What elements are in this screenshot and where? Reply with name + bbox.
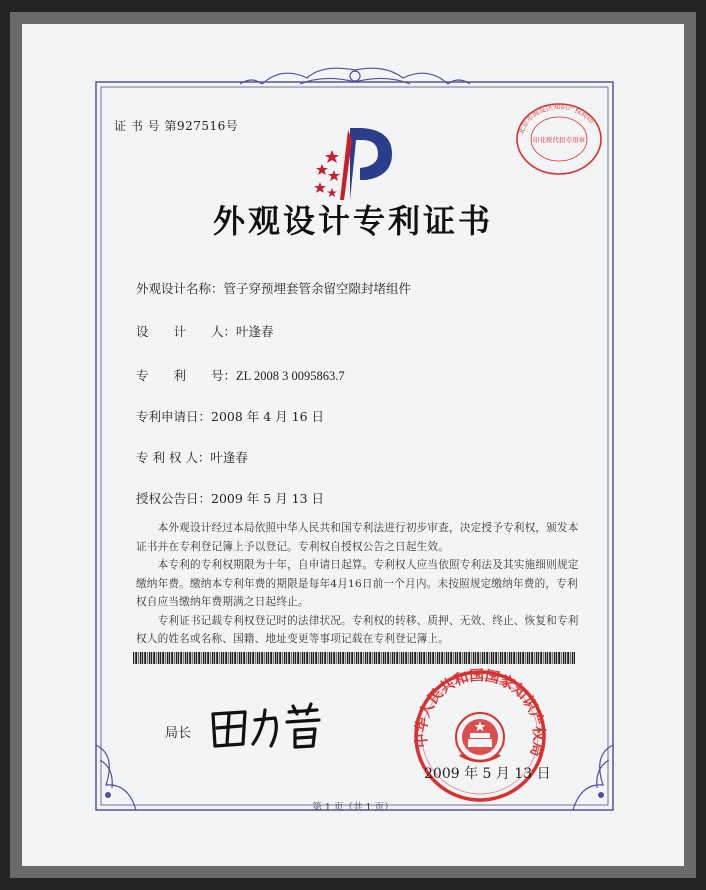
field-patentee [136,448,248,466]
tax-stamp [513,100,605,178]
field-application-date [136,407,324,425]
page-footer: 第 1 页（共 1 页） [312,802,394,813]
field-designer [136,322,274,340]
field-value: 2009 年 5 月 13 日 [211,491,325,506]
tax-stamp-center-text: 印花税代扣专用章 [533,136,585,144]
field-label: 外观设计名称： [136,281,224,296]
paragraph-grant: 本外观设计经过本局依照中华人民共和国专利法进行初步审查，决定授予专利权，颁发本证书并在专利登记簿上予以登记。专利权自授权公告之日起生效。 [136,522,579,553]
field-label: 设 计 人： [136,324,237,339]
director-signature [205,700,330,752]
paragraph-term: 本专利的专利权期限为十年，自申请日起算。专利权人应当依照专利法及其实施细则规定缴纳年费。缴纳本专利年费的期限是每年4月16日前一个月内。未按照规定缴纳年费的，专利权自应当缴纳年费期满之日起终止。 [136,559,579,608]
field-announcement-date [136,489,324,507]
field-design-name [136,279,411,297]
national-emblem [456,713,504,761]
barcode [133,652,575,664]
field-value: 叶逢春 [236,324,274,339]
field-label: 授权公告日： [136,491,212,506]
field-label: 专 利 权 人： [136,450,211,465]
official-seal [410,667,550,805]
paragraph-legal-status: 专利证书记载专利权登记时的法律状况。专利权的转移、质押、无效、终止、恢复和专利权人的姓名或名称、国籍、地址变更等事项记载在专利登记簿上。 [136,614,579,645]
field-value: ZL 2008 3 0095863.7 [236,369,345,383]
svg-text:北京市海淀区知识产权局印 [516,102,595,136]
patent-office-logo [300,124,410,204]
field-label: 专利申请日： [136,409,212,424]
certificate-number: 证 书 号 第927516号 [114,119,239,133]
field-patent-number [136,366,345,384]
field-value: 2008 年 4 月 16 日 [211,409,325,424]
field-value: 管子穿预埋套管余留空隙封堵组件 [223,281,412,296]
field-label: 专 利 号： [136,368,237,383]
field-value: 叶逢春 [210,450,248,465]
body-paragraphs [136,519,580,649]
official-seal-text: 中华人民共和国国家知识产权局 [412,667,548,759]
issue-date: 2009 年 5 月 13 日 [424,766,551,782]
director-label: 局长 [165,726,192,741]
tax-stamp-ring-text: 北京市海淀区知识产权局印 [517,102,596,136]
certificate-title: 外观设计专利证书 [212,202,493,240]
